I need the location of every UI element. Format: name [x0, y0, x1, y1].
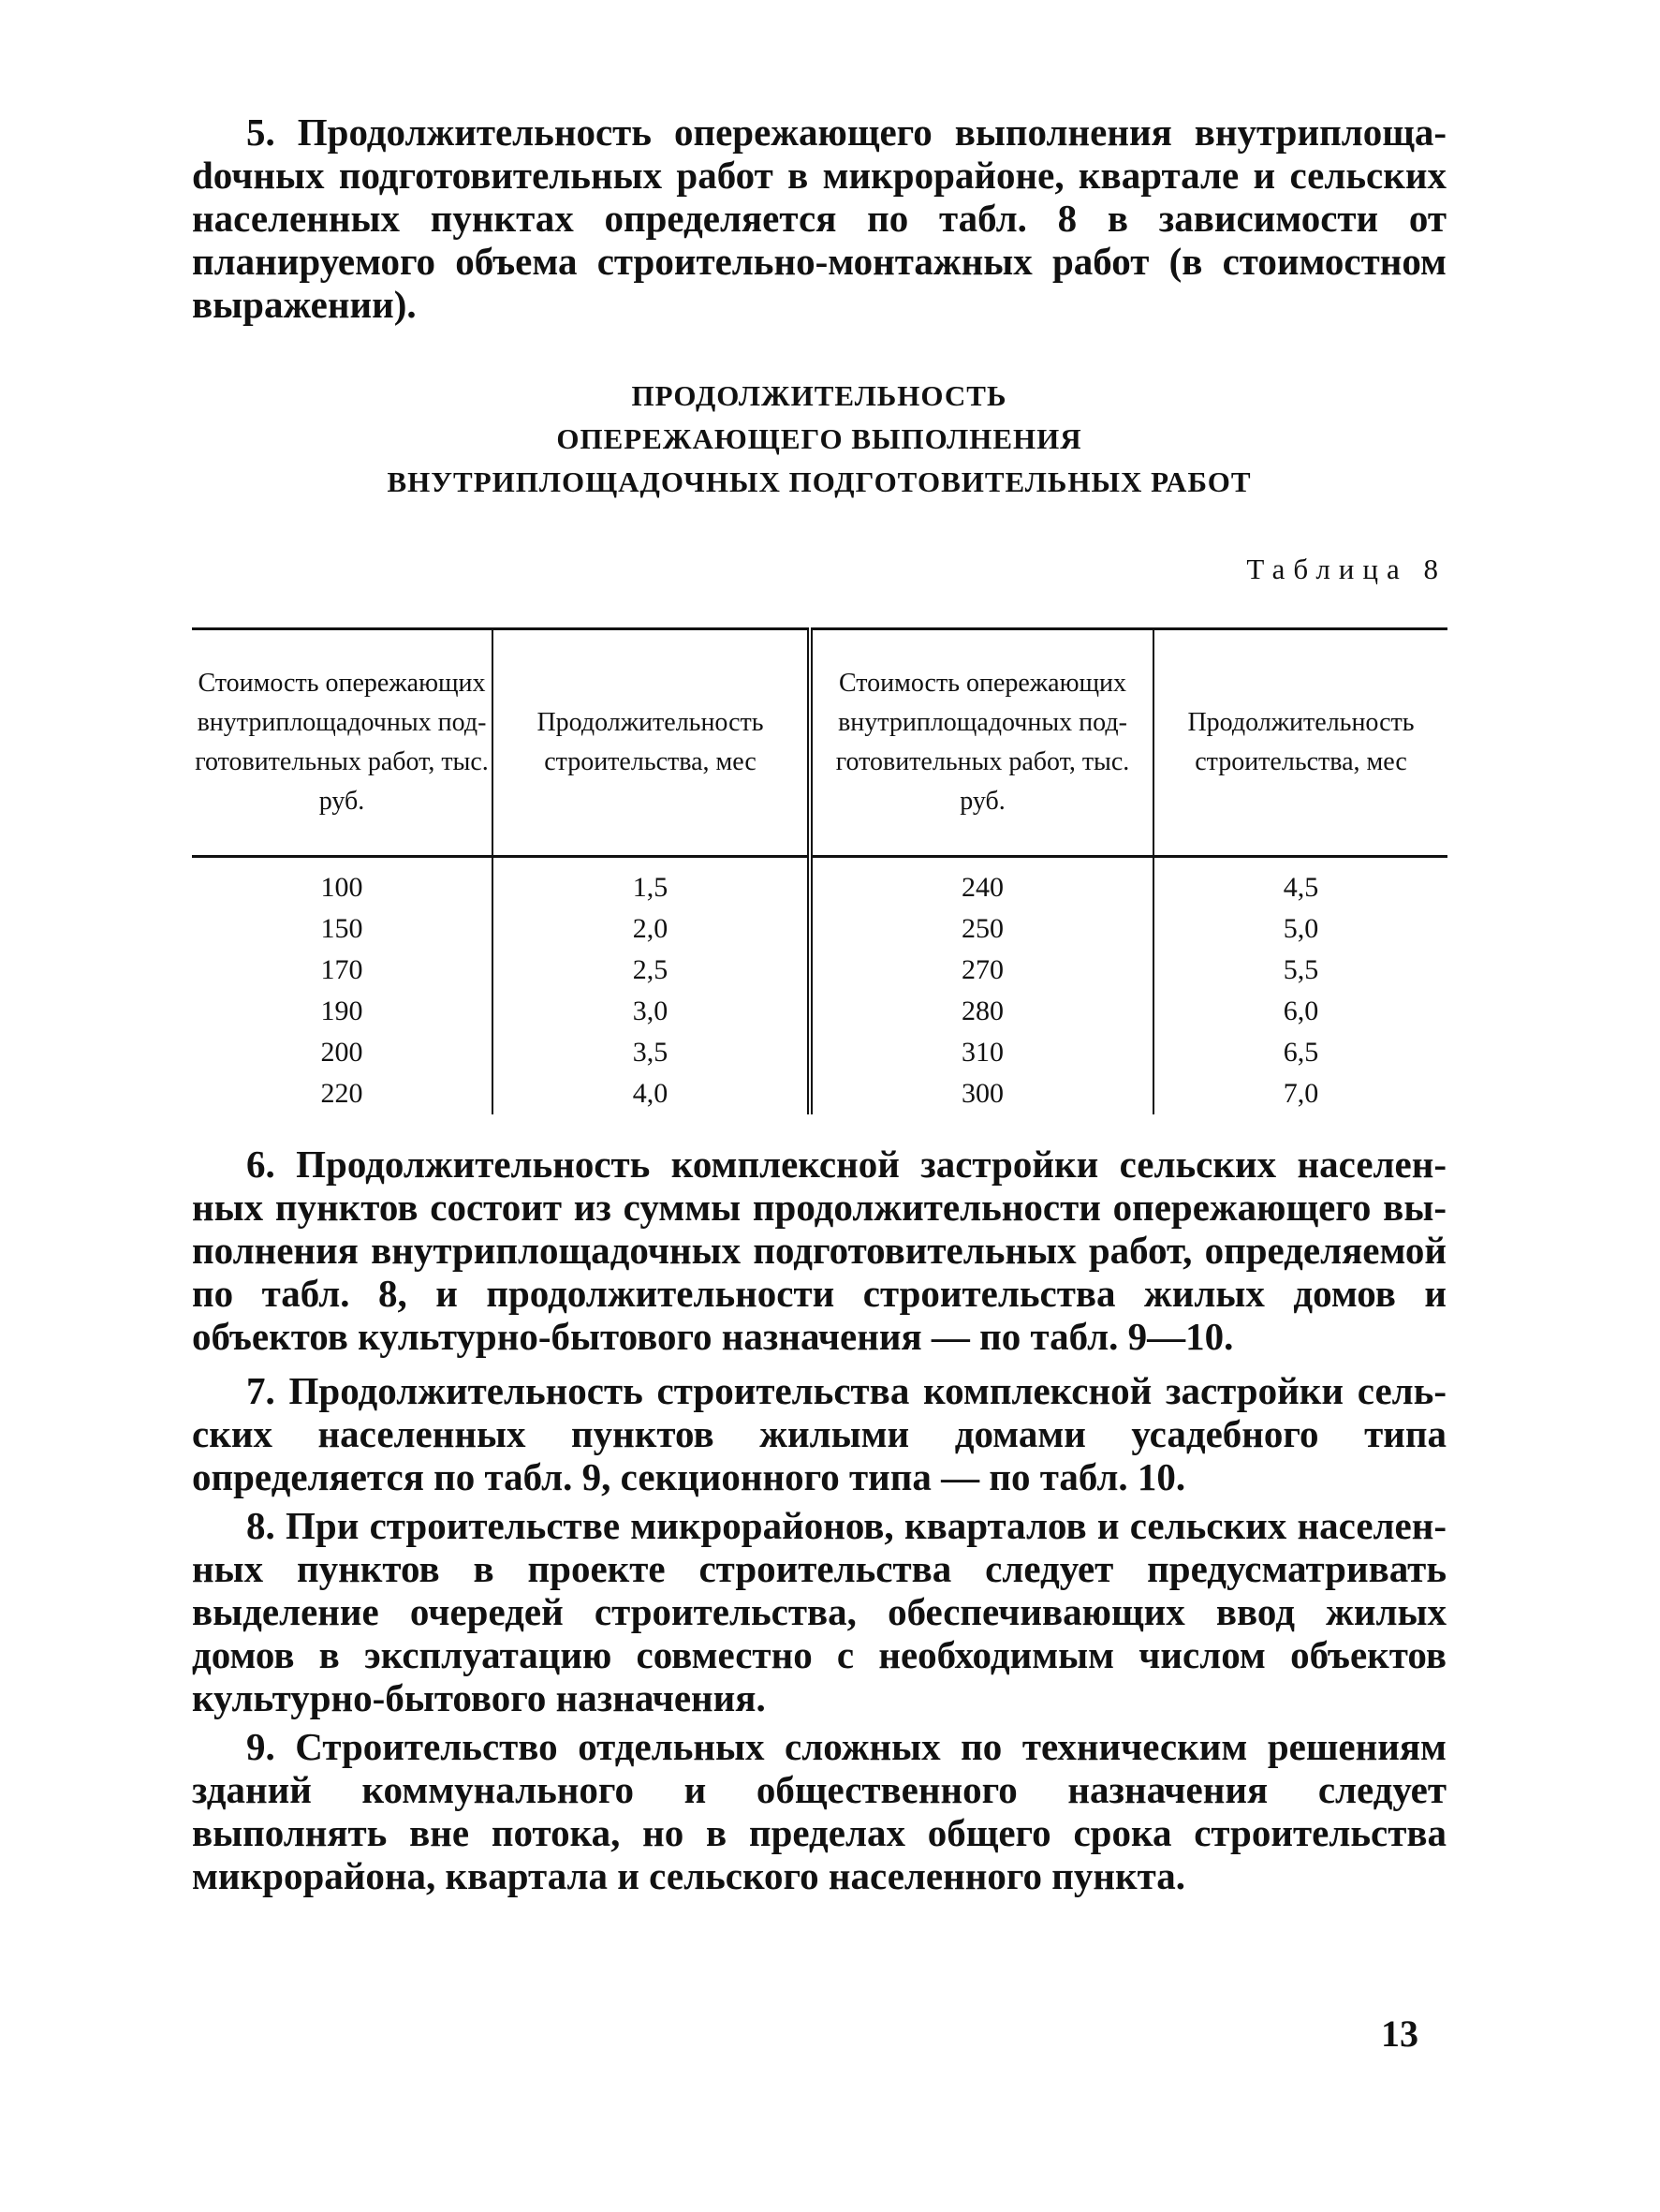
- paragraph-9: 9. Строительство отдельных сложных по техническим решениям зданий коммунального и общественного назначения следует выполнять вне потока, но в пределах общего срока строительства микрорайона, квартала и сельского населенного пункта.: [192, 1725, 1447, 1897]
- table-row: [192, 950, 1447, 991]
- header-duration-2: Продолжительность строительства, мес: [1187, 708, 1415, 776]
- header-duration-1: Продолжительность строительства, мес: [492, 629, 810, 857]
- cell-duration-1: 2,0: [492, 908, 810, 950]
- cell-duration-1: 4,0: [492, 1073, 810, 1114]
- table-row: [192, 1032, 1447, 1073]
- cell-cost-1: 190: [192, 991, 492, 1032]
- cell-cost-2: 300: [810, 1073, 1153, 1114]
- cell-duration-1: 3,0: [492, 991, 810, 1032]
- duration-table: [192, 627, 1447, 1114]
- cell-cost-2: 250: [810, 908, 1153, 950]
- cell-cost-1: 100: [192, 857, 492, 909]
- table-row: [192, 908, 1447, 950]
- header-cost-2: Стоимость опережающих внутриплощадочных подготовительных работ, тыс. руб.: [810, 629, 1153, 857]
- cell-cost-1: 220: [192, 1073, 492, 1114]
- cell-duration-2: 6,0: [1283, 995, 1319, 1026]
- cell-cost-2: 310: [810, 1032, 1153, 1073]
- cell-duration-2: 6,5: [1283, 1037, 1319, 1068]
- cell-duration-1: 1,5: [492, 857, 810, 909]
- table-row: [192, 1073, 1447, 1114]
- cell-duration-2: 4,5: [1283, 872, 1319, 903]
- heading-line-3: ВНУТРИПЛОЩАДОЧНЫХ ПОДГОТОВИТЕЛЬНЫХ РАБОТ: [387, 465, 1252, 498]
- paragraph-7: 7. Продолжительность строительства комплексной застройки сельских населенных пунктов жилыми домами усадебного типа определяется по табл. 9, секционного типа — по табл. 10.: [192, 1369, 1447, 1498]
- cell-cost-1: 150: [192, 908, 492, 950]
- cell-duration-2: 5,0: [1283, 913, 1319, 944]
- table-header-row: [192, 629, 1447, 857]
- cell-duration-2: 7,0: [1283, 1078, 1319, 1109]
- cell-cost-1: 200: [192, 1032, 492, 1073]
- heading-line-2: ОПЕРЕЖАЮЩЕГО ВЫПОЛНЕНИЯ: [556, 422, 1082, 455]
- heading-line-1: ПРОДОЛЖИТЕЛЬНОСТЬ: [631, 379, 1007, 412]
- cell-duration-1: 3,5: [492, 1032, 810, 1073]
- table-row: [192, 857, 1447, 909]
- table-heading: [192, 375, 1447, 504]
- paragraph-8: 8. При строительстве микрорайонов, кварталов и сельских населенных пунктов в проекте строительства следует предусматривать выделение очередей строительства, обеспечивающих ввод жилых домов в эксплуатацию совместно с необходимым числом объектов культурно-бытового назначения.: [192, 1504, 1447, 1719]
- cell-cost-1: 170: [192, 950, 492, 991]
- cell-duration-1: 2,5: [492, 950, 810, 991]
- cell-cost-2: 270: [810, 950, 1153, 991]
- cell-cost-2: 280: [810, 991, 1153, 1032]
- table-row: [192, 991, 1447, 1032]
- cell-cost-2: 240: [810, 857, 1153, 909]
- paragraph-5: 5. Продолжительность опережающего выполнения внутриплощаdочных подготовительных работ в микрорайоне, квартале и сельских населенных пунктах определяется по табл. 8 в зависимости от планируемого объема строительно-монтажных работ (в стоимостном выражении).: [192, 111, 1447, 326]
- cell-duration-2: 5,5: [1283, 954, 1319, 985]
- table-label: Таблица 8: [1246, 553, 1447, 585]
- paragraph-6: 6. Продолжительность комплексной застройки сельских населенных пунктов состоит из суммы продолжительности опережающего выполнения внутриплощадочных подготовительных работ, определяемой по табл. 8, и продолжительности строительства жилых домов и объектов культурно-бытового назначения — по табл. 9—10.: [192, 1143, 1447, 1358]
- header-cost-1: Стоимость опережающих внутриплощадочных подготовительных работ, тыс. руб.: [192, 629, 492, 857]
- page-number: 13: [1381, 2013, 1418, 2055]
